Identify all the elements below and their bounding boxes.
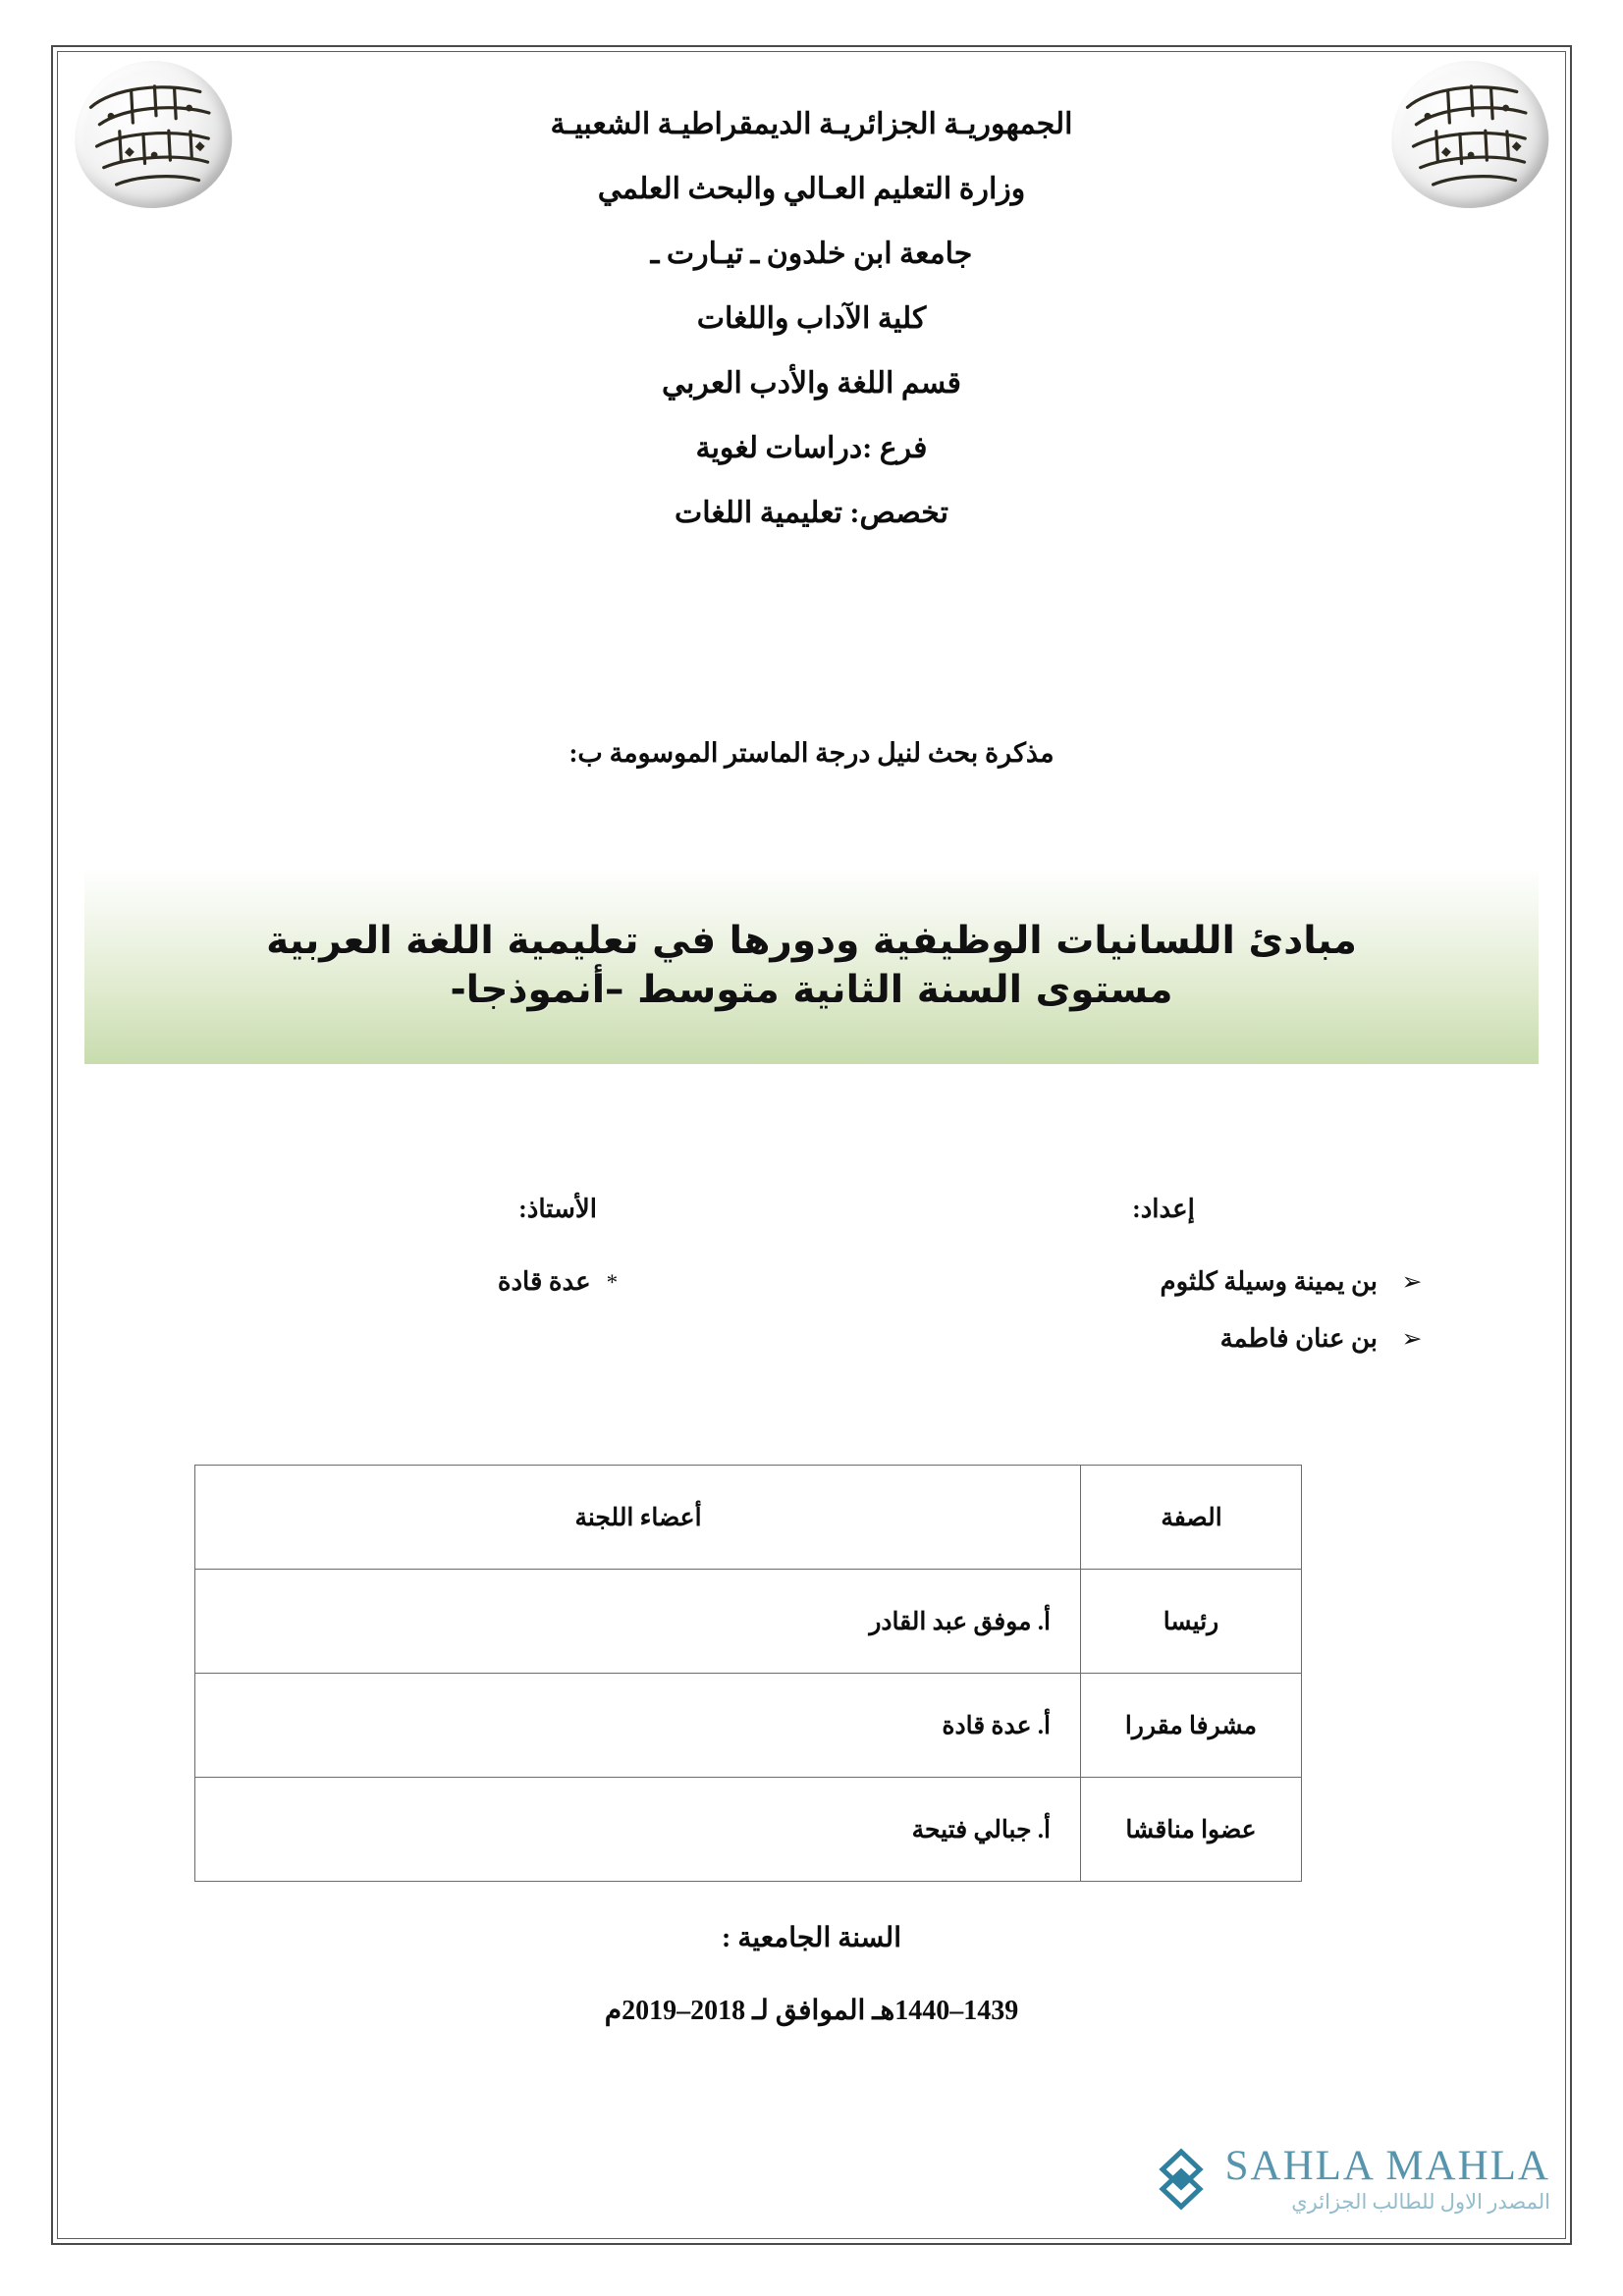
students-column xyxy=(889,1195,1438,1381)
committee-member-1: أ. موفق عبد القادر xyxy=(195,1570,1081,1674)
arrow-bullet-icon: ➢ xyxy=(1401,1268,1423,1296)
header-line-branch: فرع :دراسات لغوية xyxy=(695,432,928,464)
list-item xyxy=(889,1267,1438,1297)
column-header-members: أعضاء اللجنة xyxy=(195,1466,1081,1570)
thesis-title-banner xyxy=(84,868,1539,1064)
watermark-tagline: المصدر الاول للطالب الجزائري xyxy=(1291,2189,1550,2214)
header-line-ministry: وزارة التعليم العـالي والبحث العلمي xyxy=(597,173,1026,205)
academic-year-block xyxy=(57,1921,1566,2027)
memo-statement: مذكرة بحث لنيل درجة الماستر الموسومة ب: xyxy=(568,738,1055,768)
institution-header xyxy=(57,110,1566,563)
committee-table xyxy=(194,1465,1302,1882)
student-name-2: بن عنان فاطمة xyxy=(1219,1324,1378,1353)
students-caption: إعداد: xyxy=(1132,1195,1195,1223)
supervisor-entry xyxy=(352,1267,764,1297)
header-line-faculty: كلية الآداب واللغات xyxy=(696,302,927,335)
asterisk-icon: * xyxy=(606,1270,619,1295)
header-line-university: جامعة ابن خلدون ـ تيـارت ـ xyxy=(650,238,973,270)
supervisor-name: عدة قادة xyxy=(497,1267,591,1296)
authors-and-supervisor xyxy=(57,1195,1566,1420)
sahla-mahla-logo-icon xyxy=(1151,2147,1212,2212)
table-header-row xyxy=(195,1466,1302,1570)
table-row xyxy=(195,1570,1302,1674)
committee-role-1: رئيسا xyxy=(1081,1570,1302,1674)
header-line-republic: الجمهوريـة الجزائريـة الديمقراطيـة الشعبيـة xyxy=(550,108,1073,140)
arrow-bullet-icon: ➢ xyxy=(1401,1325,1423,1353)
watermark xyxy=(1151,2142,1550,2214)
column-header-role: الصفة xyxy=(1081,1466,1302,1570)
academic-year-value: 1439–1440هـ الموافق لـ 2018–2019م xyxy=(604,1996,1019,2026)
watermark-brand: SAHLA MAHLA xyxy=(1224,2142,1550,2189)
list-item xyxy=(889,1324,1438,1354)
thesis-title-line-2: مستوى السنة الثانية متوسط –أنموذجا- xyxy=(450,968,1173,1012)
committee-role-3: عضوا مناقشا xyxy=(1081,1778,1302,1882)
page-content xyxy=(57,51,1566,2239)
table-row xyxy=(195,1674,1302,1778)
academic-year-caption: السنة الجامعية : xyxy=(722,1923,901,1953)
committee-role-2: مشرفا مقررا xyxy=(1081,1674,1302,1778)
table-row xyxy=(195,1778,1302,1882)
thesis-title-line-1: مبادئ اللسانيات الوظيفية ودورها في تعليمية اللغة العربية xyxy=(266,919,1357,964)
watermark-text xyxy=(1224,2142,1550,2214)
committee-member-2: أ. عدة قادة xyxy=(195,1674,1081,1778)
supervisor-column xyxy=(352,1195,764,1297)
header-line-department: قسم اللغة والأدب العربي xyxy=(662,367,961,400)
student-name-1: بن يمينة وسيلة كلثوم xyxy=(1160,1267,1378,1296)
header-line-specialization: تخصص: تعليمية اللغات xyxy=(674,497,949,529)
supervisor-caption: الأستاذ: xyxy=(518,1195,597,1223)
committee-member-3: أ. جبالي فتيحة xyxy=(195,1778,1081,1882)
